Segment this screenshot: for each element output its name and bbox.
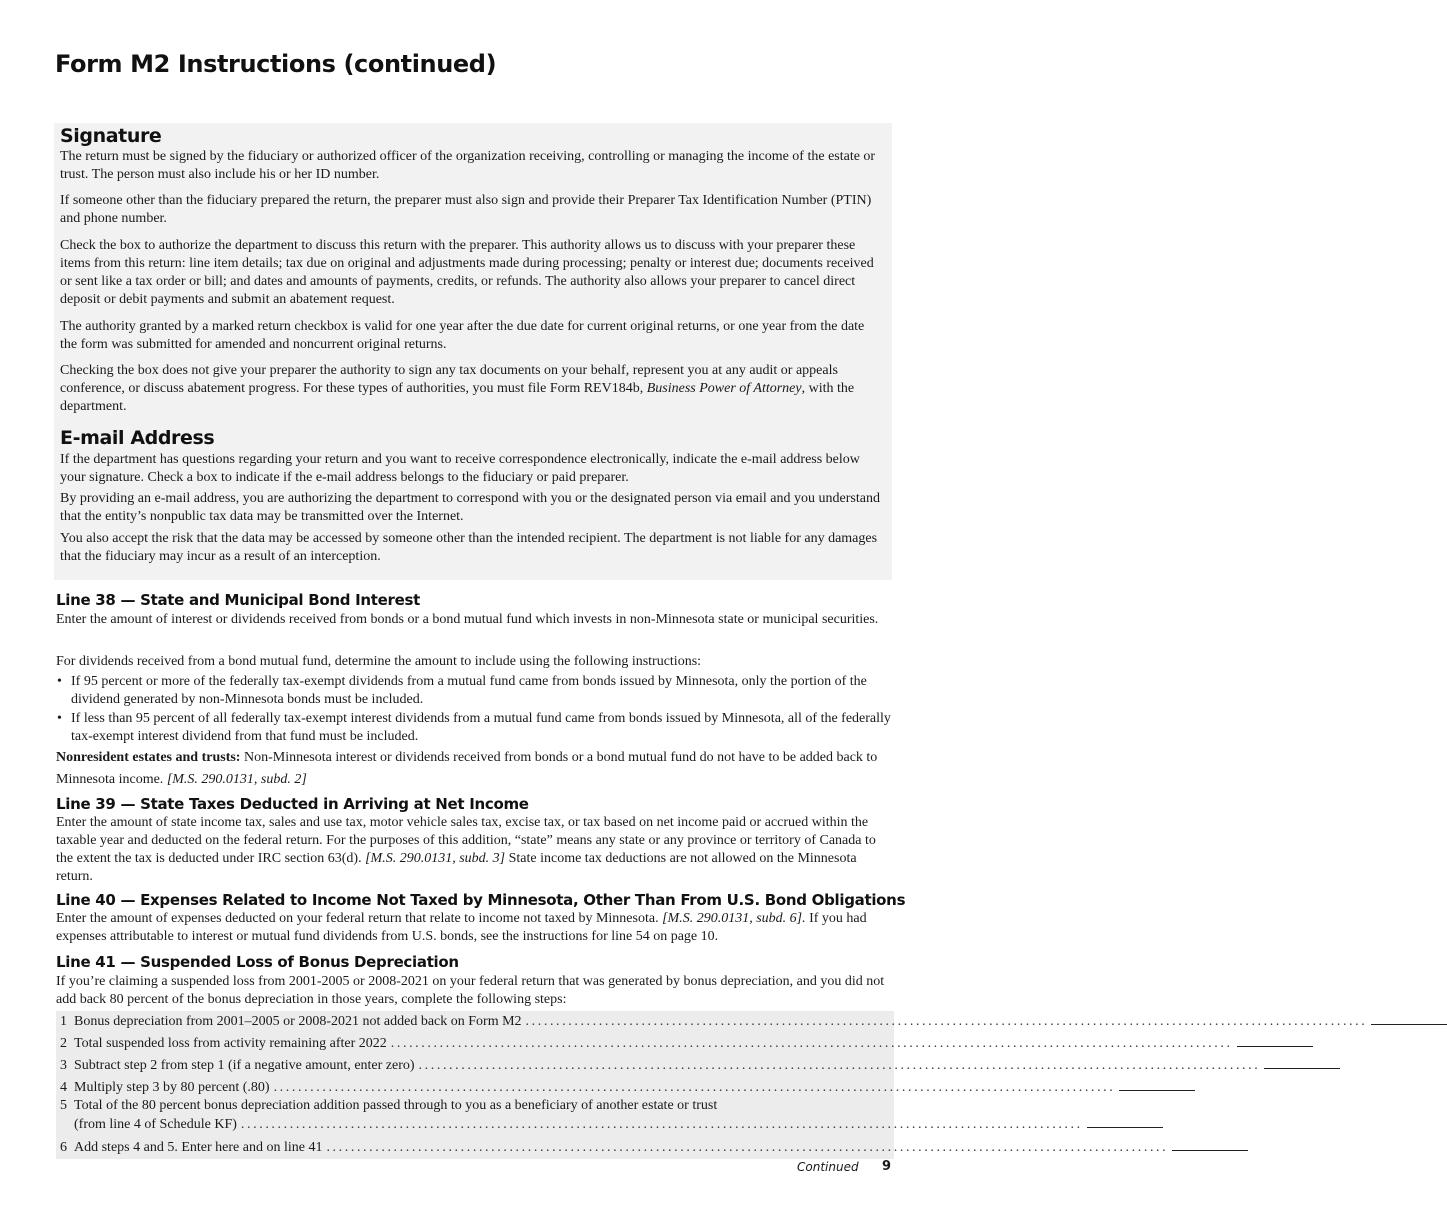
line41-heading: Line 41 — Suspended Loss of Bonus Depreciation [56, 953, 459, 971]
dot-leader: .......................................................................................................................................... [418, 1058, 1261, 1073]
dot-leader: .......................................................................................................................................... [390, 1036, 1233, 1051]
line39-paragraph-1 [56, 814, 892, 886]
worksheet-step-5-continued [60, 1115, 1083, 1134]
worksheet-step-4 [60, 1078, 1116, 1097]
line39-heading: Line 39 — State Taxes Deducted in Arriving at Net Income [56, 795, 529, 813]
nonresident-label: Nonresident estates and trusts: [56, 750, 241, 765]
worksheet-step-1 [60, 1012, 1368, 1031]
line40-heading: Line 40 — Expenses Related to Income Not Taxed by Minnesota, Other Than From U.S. Bond Obligations [56, 891, 906, 909]
signature-paragraph-5 [60, 362, 880, 416]
line38-nonresident-note [56, 747, 890, 791]
signature-paragraph-4: The authority granted by a marked return checkbox is valid for one year after the due date for current original returns, or one year from the date the form was submitted for amended and noncurrent original returns. [60, 319, 865, 352]
worksheet-step-3 [60, 1056, 1261, 1075]
signature-paragraph-1: The return must be signed by the fiduciary or authorized officer of the organization receiving, controlling or managing the income of the estate or trust. The person must also include his or her ID number. [60, 149, 876, 182]
business-power-of-attorney-title: Business Power of Attorney [646, 381, 802, 396]
step-number: 3 [60, 1058, 67, 1073]
step-text: Add steps 4 and 5. Enter here and on line 41 [74, 1140, 323, 1155]
line38-heading: Line 38 — State and Municipal Bond Interest [56, 591, 420, 609]
step-number: 1 [60, 1014, 67, 1029]
step-text: Subtract step 2 from step 1 (if a negative amount, enter zero) [74, 1058, 415, 1073]
nonresident-text: Non-Minnesota interest or dividends received from bonds or a bond mutual fund do not have to be added back to Minnesota income. [56, 750, 878, 787]
signature-paragraph-3: Check the box to authorize the department to discuss this return with the preparer. This authority allows us to discuss with your preparer these items from this return: line item details; tax due on original and adjustments made during processing; penalty or interest due; documents received or sent like a tax order or bill; and dates and amounts of payments, credits, or refunds. The authority also allows your preparer to cancel direct deposit or debit payments and submit an abatement request. [60, 238, 874, 307]
signature-p5-text-a: Checking the box does not give your preparer the authority to sign any tax documents on your behalf, represent you at any audit or appeals conference, or discuss abatement progress. For these types of authorities, you must file Form REV184b, [60, 363, 838, 396]
line40-paragraph-1 [56, 910, 894, 946]
email-paragraph-2: By providing an e-mail address, you are authorizing the department to correspond with you or the designated person via email and you understand that the entity’s nonpublic tax data may be transmitted over the Internet. [60, 491, 880, 524]
line38-bullet-1: If 95 percent or more of the federally tax-exempt dividends from a mutual fund came from bonds issued by Minnesota, only the portion of the dividend generated by non-Minnesota bonds must be included. [71, 674, 867, 707]
step-number: 6 [60, 1140, 67, 1155]
page-number: 9 [882, 1159, 892, 1174]
line40-text-b: If you had expenses attributable to interest or mutual fund dividends from U.S. bonds, see the instructions for line 54 on page 10. [56, 911, 867, 944]
step-3-amount-line[interactable] [1264, 1056, 1340, 1069]
statute-citation: [M.S. 290.0131, subd. 6]. [662, 911, 806, 926]
footer-continued: Continued [797, 1160, 859, 1174]
dot-leader: .......................................................................................................................................... [525, 1014, 1368, 1029]
line39-text-a: Enter the amount of state income tax, sales and use tax, motor vehicle sales tax, excise tax, or tax based on net income paid or accrued within the taxable year and deducted on the federal return. For the purposes of this addition, “state” means any state or any province or territory of Canada to the extent the tax is deducted under IRC section 63(d). [56, 815, 876, 866]
dot-leader: .......................................................................................................................................... [273, 1080, 1116, 1095]
signature-paragraph-2: If someone other than the fiduciary prepared the return, the preparer must also sign and provide their Preparer Tax Identification Number (PTIN) and phone number. [60, 193, 872, 226]
page-title: Form M2 Instructions (continued) [55, 50, 497, 78]
dot-leader: .......................................................................................................................................... [326, 1140, 1169, 1155]
step-text: (from line 4 of Schedule KF) [74, 1117, 237, 1132]
step-number: 4 [60, 1080, 67, 1095]
worksheet-step-2 [60, 1034, 1233, 1053]
step-text: Multiply step 3 by 80 percent (.80) [74, 1080, 270, 1095]
email-paragraph-3: You also accept the risk that the data may be accessed by someone other than the intended recipient. The department is not liable for any damages that the fiduciary may incur as a result of an interception. [60, 531, 878, 564]
email-paragraph-1: If the department has questions regarding your return and you want to receive correspondence electronically, indicate the e-mail address below your signature. Check a box to indicate if the e-mail address belongs to the fiduciary or paid preparer. [60, 452, 860, 485]
step-2-amount-line[interactable] [1237, 1034, 1313, 1047]
step-text: Total suspended loss from activity remaining after 2022 [74, 1036, 387, 1051]
statute-citation: [M.S. 290.0131, subd. 2] [166, 772, 307, 787]
line40-text-a: Enter the amount of expenses deducted on your federal return that relate to income not taxed by Minnesota. [56, 911, 663, 926]
line38-bullet-2: If less than 95 percent of all federally tax-exempt interest dividends from a mutual fund came from bonds issued by Minnesota, all of the federally tax-exempt interest dividend from that fund must be included. [71, 711, 891, 744]
worksheet-step-5 [60, 1097, 880, 1115]
bullet-marker: • [57, 674, 62, 689]
step-number: 2 [60, 1036, 67, 1051]
step-number: 5 [60, 1098, 67, 1113]
signature-p5-text-b: , with the department. [60, 381, 855, 414]
worksheet-step-6 [60, 1138, 1169, 1157]
dot-leader: .......................................................................................................................................... [240, 1117, 1083, 1132]
step-5-amount-line[interactable] [1087, 1115, 1163, 1128]
step-text: Total of the 80 percent bonus depreciation addition passed through to you as a beneficiary of another estate or trust [74, 1098, 718, 1113]
line41-paragraph-1: If you’re claiming a suspended loss from 2001-2005 or 2008-2021 on your federal return that was generated by bonus depreciation, and you did not add back 80 percent of the bonus depreciation in those years, complete the following steps: [56, 974, 885, 1007]
step-4-amount-line[interactable] [1119, 1078, 1195, 1091]
step-6-amount-line[interactable] [1172, 1138, 1248, 1151]
line38-paragraph-2: For dividends received from a bond mutual fund, determine the amount to include using the following instructions: [56, 654, 702, 669]
step-text: Bonus depreciation from 2001–2005 or 2008-2021 not added back on Form M2 [74, 1014, 522, 1029]
line38-paragraph-1: Enter the amount of interest or dividends received from bonds or a bond mutual fund which invests in non-Minnesota state or municipal securities. [56, 612, 879, 627]
step-1-amount-line[interactable] [1371, 1012, 1447, 1025]
email-heading: E-mail Address [60, 427, 215, 449]
line39-text-b: State income tax deductions are not allowed on the Minnesota return. [56, 851, 857, 884]
signature-heading: Signature [60, 125, 162, 147]
bullet-marker: • [57, 711, 62, 726]
statute-citation: [M.S. 290.0131, subd. 3] [365, 851, 506, 866]
